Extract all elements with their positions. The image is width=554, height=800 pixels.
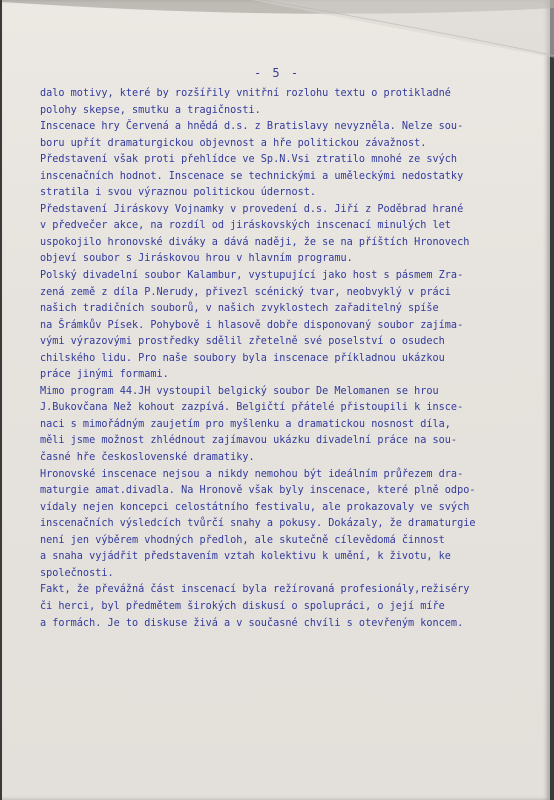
text-line: na Šrámkův Písek. Pohybově i hlasově dobře disponovaný soubor zajíma- bbox=[40, 319, 464, 331]
page-curl-shadow bbox=[2, 0, 554, 60]
text-line: J.Bukovčana Než kohout zazpívá. Belgičtí přátelé přistoupili k insce- bbox=[40, 402, 464, 414]
text-line: a snaha vyjádřit představením vztah kolektivu k umění, k životu, ke bbox=[40, 551, 451, 563]
text-line: vými výrazovými prostředky sdělil zřetelně své poselství o osudech bbox=[40, 336, 445, 348]
text-line: Představení Jiráskovy Vojnamky v provedení d.s. Jiří z Poděbrad hrané bbox=[40, 203, 464, 215]
text-line: polohy skepse, smutku a tragičnosti. bbox=[40, 104, 261, 116]
text-line: uspokojilo hronovské diváky a dává naději, že se na příštích Hronovech bbox=[40, 236, 470, 248]
text-line: maturgie amat.divadla. Na Hronově však byly inscenace, které plně odpo- bbox=[40, 485, 476, 497]
text-line: Inscenace hry Červená a hnědá d.s. z Bratislavy nevyzněla. Nelze sou- bbox=[40, 121, 464, 133]
text-line: inscenačních výsledcích tvůrčí snahy a pokusy. Dokázaly, že dramaturgie bbox=[40, 518, 476, 530]
text-line: stratila i svou výraznou politickou údernost. bbox=[40, 187, 317, 199]
text-line: Polský divadelní soubor Kalambur, vystupující jako host s pásmem Zra- bbox=[40, 270, 464, 282]
text-line: vídaly nejen koncepci celostátního festivalu, ale prokazovaly ve svých bbox=[40, 501, 470, 513]
text-line: a formách. Je to diskuse živá a v současné chvíli s otevřeným koncem. bbox=[40, 617, 464, 629]
text-line: našich tradičních souborů, v našich zvyklostech zařaditelný spíše bbox=[40, 303, 439, 315]
text-line: naci s mimořádným zaujetím pro myšlenku a dramatickou nosnost díla, bbox=[40, 418, 451, 430]
text-line: či herci, byl předmětem širokých diskusí o spolupráci, o její míře bbox=[40, 600, 445, 612]
document-body bbox=[40, 86, 540, 632]
text-line: zená země z díla P.Nerudy, přivezl scénický tvar, neobvyklý v práci bbox=[40, 286, 451, 298]
text-line: měli jsme možnost zhlédnout zajímavou ukázku divadelní práce na sou- bbox=[40, 435, 458, 447]
text-line: chilského lidu. Pro naše soubory byla inscenace příkladnou ukázkou bbox=[40, 352, 445, 364]
page-number: - 5 - bbox=[253, 66, 301, 80]
text-line: Představení však proti přehlídce ve Sp.N.Vsi ztratilo mnohé ze svých bbox=[40, 154, 458, 166]
text-line: dalo motivy, které by rozšířily vnitřní rozlohu textu o protikladné bbox=[40, 88, 451, 99]
text-line: boru upřít dramaturgickou objevnost a hře politickou závažnost. bbox=[40, 137, 427, 149]
text-line: inscenačních hodnot. Inscenace se technickými a uměleckými nedostatky bbox=[40, 170, 464, 182]
text-line: není jen výběrem vhodných předloh, ale skutečně cílevědomá činnost bbox=[40, 534, 445, 546]
text-line: společnosti. bbox=[40, 567, 114, 579]
text-line: časné hře československé dramatiky. bbox=[40, 452, 255, 464]
text-line: objeví soubor s Jiráskovou hrou v hlavním programu. bbox=[40, 253, 353, 265]
text-line: Fakt, že převážná část inscenací byla režírovaná profesionály,režiséry bbox=[40, 584, 470, 596]
text-line: Mimo program 44.JH vystoupil belgický soubor De Melomanen se hrou bbox=[40, 385, 439, 397]
text-line: v předvečer akce, na rozdíl od jiráskovských inscenací minulých let bbox=[40, 220, 451, 232]
text-line: Hronovské inscenace nejsou a nikdy nemohou být ideálním průřezem dra- bbox=[40, 468, 464, 480]
text-line: práce jinými formami. bbox=[40, 369, 169, 381]
